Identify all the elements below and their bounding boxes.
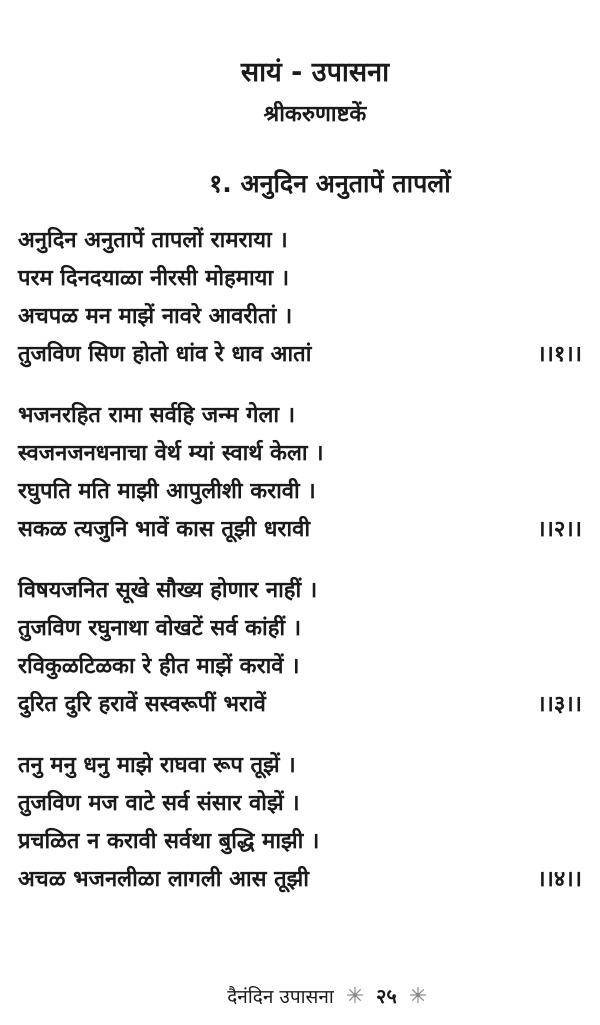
- verse-line: [18, 222, 590, 260]
- verse-number: ।।३।।: [537, 692, 582, 717]
- verse-line-text: अनुदिन अनुतापें तापलों रामराया ।: [18, 228, 288, 253]
- verse-line: [18, 336, 590, 374]
- verse-line-text: प्रचळित न करावी सर्वथा बुद्धि माझी ।: [18, 829, 320, 854]
- verse-line: [18, 747, 590, 785]
- verse-line: [18, 610, 590, 648]
- star-ornament-icon: [409, 986, 427, 1009]
- verse-line-text: तनु मनु धनु माझे राघवा रूप तूझें ।: [18, 753, 296, 778]
- verse-line-text: रविकुळटिळका रे हीत माझें करावें ।: [18, 654, 300, 679]
- verse-line: [18, 397, 590, 435]
- page-footer: [0, 982, 600, 1009]
- verse-line: [18, 861, 590, 899]
- verse-line: [18, 473, 590, 511]
- verse-line-text: तुजविण मज वाटे सर्व संसार वोझें ।: [18, 791, 300, 816]
- verse-line-text: स्वजनजनधनाचा वेर्थ म्यां स्वार्थ केला ।: [18, 441, 324, 466]
- verse-line: [18, 686, 590, 724]
- stanza-4: [18, 747, 590, 899]
- page-subtitle: श्रीकरुणाष्टकें: [263, 102, 367, 127]
- verse-line-text: अचपळ मन माझें नावरे आवरीतां ।: [18, 304, 293, 329]
- page-number: २५: [375, 984, 397, 1008]
- verse-line-text: तुजविण रघुनाथा वोखटें सर्व कांहीं ।: [18, 616, 302, 641]
- verse-line-text: रघुपति मति माझी आपुलीशी करावी ।: [18, 479, 316, 504]
- verse-line: [18, 785, 590, 823]
- verse-number: ।।२।।: [537, 517, 582, 542]
- verse-line-text: सकळ त्यजुनि भावें कास तूझी धरावी: [18, 517, 311, 542]
- verse-line-text: अचळ भजनलीळा लागली आस तूझी: [18, 867, 310, 892]
- verse-line-text: भजनरहित रामा सर्वहि जन्म गेला ।: [18, 403, 296, 428]
- poem-title: १. अनुदिन अनुतापें तापलों: [209, 169, 451, 198]
- stanza-2: [18, 397, 590, 549]
- verse-line-text: दुरित दुरि हरावें सस्वरूपीं भरावें: [18, 692, 266, 717]
- verse-line: [18, 648, 590, 686]
- verse-line-text: विषयजनित सूखे सौख्य होणार नाहीं ।: [18, 578, 318, 603]
- stanza-3: [18, 572, 590, 724]
- verse-line-text: परम दिनदयाळा नीरसी मोहमाया ।: [18, 266, 290, 291]
- verse-number: ।।४।।: [537, 867, 582, 892]
- page-title: सायं - उपासना: [240, 57, 390, 88]
- verse-line: [18, 260, 590, 298]
- stanza-1: [18, 222, 590, 374]
- verse-line: [18, 511, 590, 549]
- verse-line: [18, 435, 590, 473]
- verse-line-text: तुजविण सिण होतो धांव रे धाव आतां: [18, 342, 312, 367]
- verse-line: [18, 572, 590, 610]
- verse-line: [18, 298, 590, 336]
- star-ornament-icon: [346, 986, 364, 1009]
- verse-line: [18, 823, 590, 861]
- verse-number: ।।१।।: [537, 342, 582, 367]
- footer-book-title: दैनंदिन उपासना: [227, 986, 334, 1008]
